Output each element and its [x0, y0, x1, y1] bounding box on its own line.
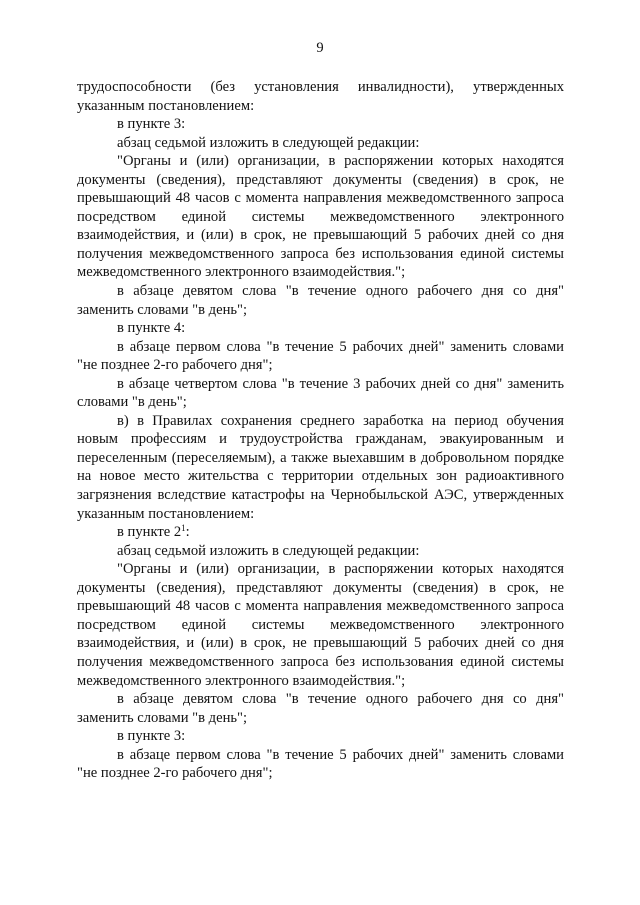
paragraph-7: в абзаце первом слова "в течение 5 рабочих дней" заменить словами "не позднее 2-го рабочего дня";	[77, 338, 564, 374]
paragraph-2: в пункте 3:	[117, 116, 186, 133]
paragraph-10-tail: :	[185, 524, 190, 541]
superscript-marker: 1	[181, 523, 186, 534]
paragraph-4: "Органы и (или) организации, в распоряжении которых находятся документы (сведения), представляют документы (сведения) в срок, не превышающий 48 часов с момента направления межведомственного запроса посредством единой системы межведомственного электронного взаимодействия, и (или) в срок, не превышающий 5 рабочих дней со дня получения межведомственного запроса без использования единой системы межведомственного электронного взаимодействия.";	[77, 153, 564, 281]
paragraph-10	[77, 523, 564, 542]
paragraph-8: в абзаце четвертом слова "в течение 3 рабочих дней со дня" заменить словами "в день";	[77, 375, 564, 411]
paragraph-13: в абзаце девятом слова "в течение одного рабочего дня со дня" заменить словами "в день";	[77, 691, 564, 726]
page-number: 9	[316, 40, 324, 56]
paragraph-10-text: в пункте 2	[117, 524, 182, 541]
paragraph-5: в абзаце девятом слова "в течение одного рабочего дня со дня" заменить словами "в день";	[77, 283, 564, 318]
paragraph-11: абзац седьмой изложить в следующей редакции:	[117, 542, 420, 559]
paragraph-12: "Органы и (или) организации, в распоряжении которых находятся документы (сведения), представляют документы (сведения) в срок, не превышающий 48 часов с момента направления межведомственного запроса посредством единой системы межведомственного электронного взаимодействия, и (или) в срок, не превышающий 5 рабочих дней со дня получения межведомственного запроса без использования единой системы межведомственного электронного взаимодействия.";	[77, 561, 564, 689]
paragraph-3: абзац седьмой изложить в следующей редакции:	[117, 134, 420, 151]
document-body	[77, 78, 564, 783]
paragraph-14: в пункте 3:	[117, 728, 186, 745]
paragraph-1: трудоспособности (без установления инвалидности), утвержденных указанным постановлением:	[77, 79, 564, 114]
paragraph-15: в абзаце первом слова "в течение 5 рабочих дней" заменить словами "не позднее 2-го рабочего дня";	[77, 746, 564, 782]
paragraph-6: в пункте 4:	[117, 320, 186, 337]
paragraph-9: в) в Правилах сохранения среднего заработка на период обучения новым профессиям и трудоустройства гражданам, эвакуированным и переселенным (переселяемым), а также выехавшим в добровольном порядке на новое место жительства с территории отдельных зон радиоактивного загрязнения вследствие катастрофы на Чернобыльской АЭС, утвержденных указанным постановлением:	[77, 412, 564, 522]
